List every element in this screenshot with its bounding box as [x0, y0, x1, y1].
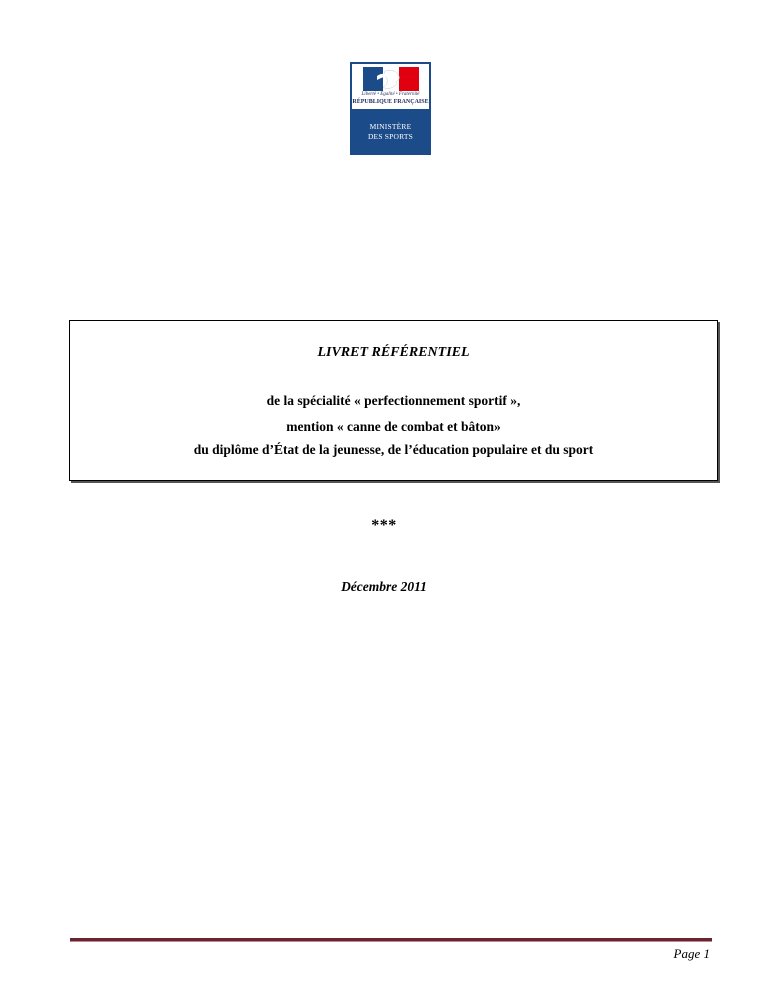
logo-ministry-name [350, 122, 431, 142]
separator-stars: *** [371, 517, 397, 534]
marianne-icon [363, 67, 419, 91]
title-line-3: du diplôme d’État de la jeunesse, de l’éducation populaire et du sport [193, 442, 594, 457]
title-line-1: de la spécialité « perfectionnement sportif », [266, 393, 521, 408]
logo-marianne-panel [352, 64, 429, 109]
document-date: Décembre 2011 [341, 579, 427, 594]
footer-rule [70, 938, 712, 942]
logo-motto: Liberté • Égalité • Fraternité [361, 92, 420, 97]
title-line-2: mention « canne de combat et bâton» [286, 419, 501, 434]
ministry-line-2: DES SPORTS [367, 132, 414, 141]
page-number: Page 1 [673, 946, 710, 961]
ministry-logo [350, 62, 431, 155]
ministry-line-1: MINISTÈRE [369, 122, 412, 131]
document-heading: LIVRET RÉFÉRENTIEL [317, 345, 470, 360]
logo-republic: RÉPUBLIQUE FRANÇAISE [352, 99, 429, 105]
title-box [69, 320, 718, 481]
